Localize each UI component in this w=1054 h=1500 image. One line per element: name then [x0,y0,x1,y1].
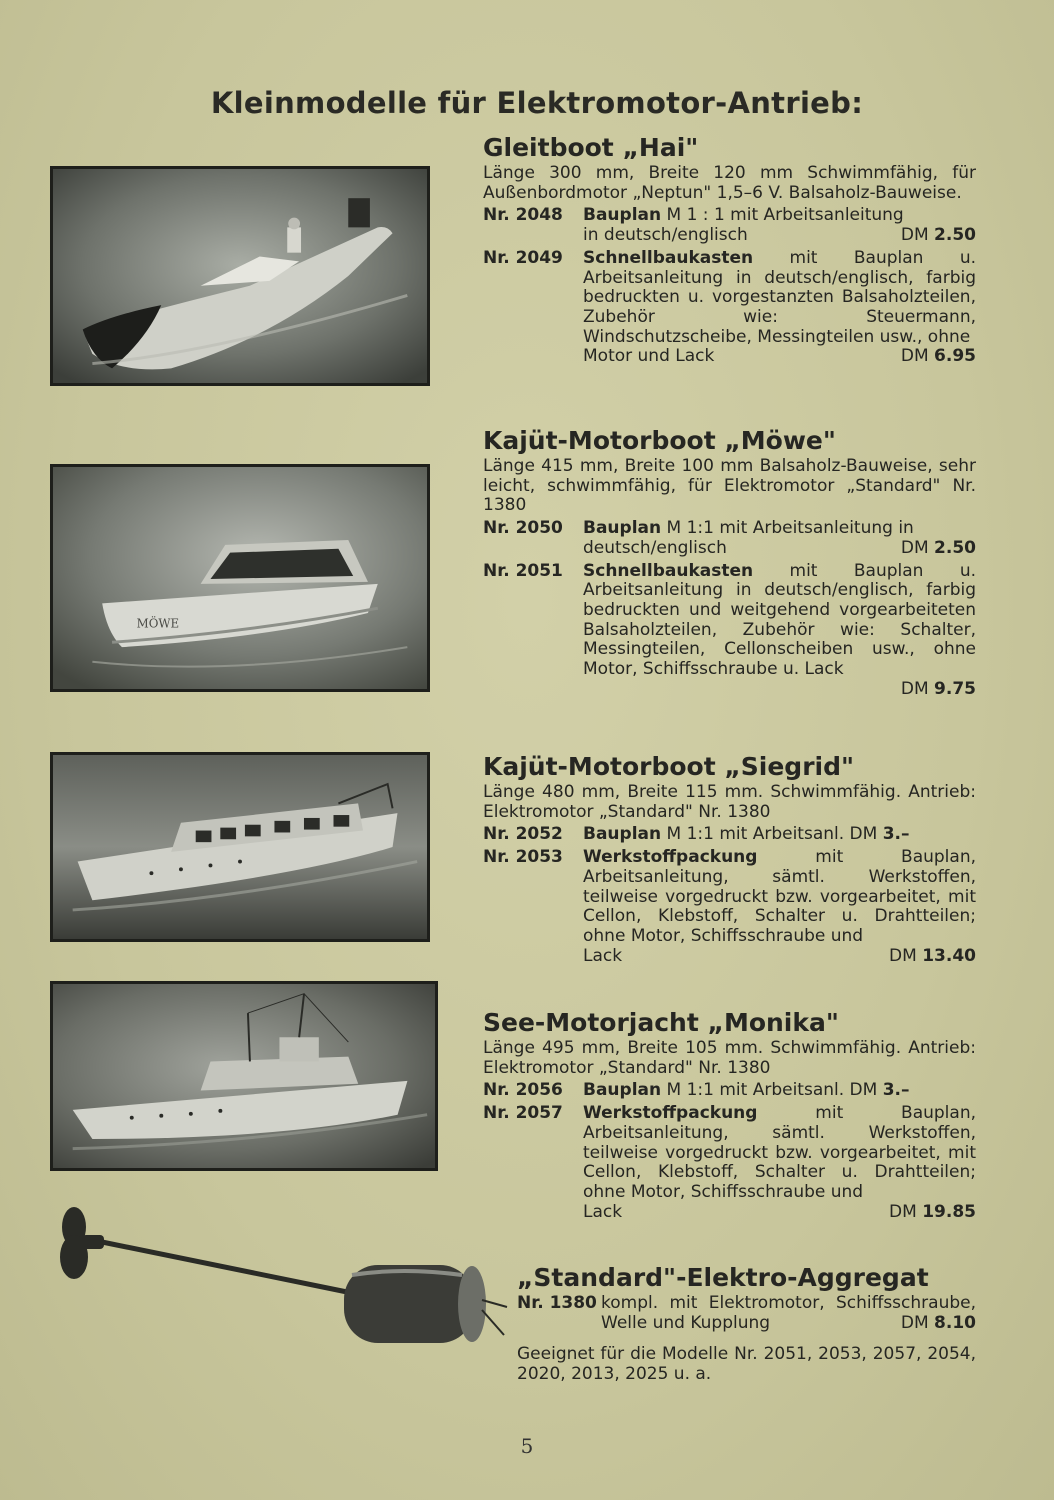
electric-motor-aggregate-image [52,1205,522,1370]
item-text: mit Bauplan, Arbeitsanleitung, sämtl. Werkstoffen, teilweise vorgedruckt bzw. vorgearbeitet, mit Cellon, Klebstoff, Schalter u. Drahtteilen; ohne Motor, Schiffsschraube und [583,847,976,946]
speedboat-photo [50,166,430,386]
item-number: Nr. 2053 [483,847,563,868]
product-description: Länge 480 mm, Breite 115 mm. Schwimmfähig. Antrieb: Elektromotor „Standard" Nr. 1380 [483,782,976,822]
cabin-boat-siegrid-photo [50,752,430,942]
product-moewe [483,426,976,699]
item-price: DM 6.95 [900,346,976,367]
catalog-entry [483,206,976,245]
item-number: Nr. 2050 [483,518,563,539]
product-description: Länge 495 mm, Breite 105 mm. Schwimmfähig. Antrieb: Elektromotor „Standard" Nr. 1380 [483,1038,976,1078]
motor-yacht-monika-photo [50,981,438,1171]
item-number: Nr. 2057 [483,1103,563,1124]
catalog-entry [483,562,976,700]
product-siegrid [483,752,976,966]
item-title: Schnellbaukasten [583,247,754,268]
product-monika [483,1008,976,1222]
product-description: Länge 415 mm, Breite 100 mm Balsaholz-Bauweise, sehr leicht, schwimmfähig, für Elektromotor „Standard" Nr. 1380 [483,456,976,516]
item-text-end: Lack [583,1201,623,1222]
item-price: 3.– [882,1080,910,1101]
page-number: 5 [520,1434,534,1458]
item-price: DM 2.50 [900,225,976,246]
item-title: Schnellbaukasten [583,560,754,581]
product-title: Gleitboot „Hai" [483,133,699,162]
catalog-entry [483,519,976,558]
product-description: Länge 300 mm, Breite 120 mm Schwimmfähig, für Außenbordmotor „Neptun" 1,5–6 V. Balsaholz-Bauweise. [483,163,976,203]
product-aggregate [517,1263,976,1385]
item-text-end: in deutsch/englisch [583,225,748,246]
boat-name-label: MÖWE [136,616,180,631]
item-text: M 1 : 1 mit Arbeitsanleitung [666,205,904,226]
item-text-end: Lack [583,945,623,966]
product-title: Kajüt-Motorboot „Siegrid" [483,752,855,781]
item-text: M 1:1 mit Arbeitsanleitung in [666,518,914,539]
item-title: Bauplan [583,1080,662,1101]
catalog-entry [483,1081,976,1101]
product-hai [483,133,976,367]
compatibility-note: Geeignet für die Modelle Nr. 2051, 2053, 2057, 2054, 2020, 2013, 2025 u. a. [517,1344,976,1385]
item-text-end: deutsch/englisch [583,537,727,558]
page-title: Kleinmodelle für Elektromotor-Antrieb: [210,86,864,120]
product-title: See-Motorjacht „Monika" [483,1008,839,1037]
catalog-entry [483,825,976,845]
item-price: DM 2.50 [900,537,976,558]
item-text: M 1:1 mit Arbeitsanl. DM [666,824,878,845]
item-price: DM 8.10 [900,1312,976,1333]
item-text: mit Bauplan, Arbeitsanleitung, sämtl. Werkstoffen, teilweise vorgedruckt bzw. vorgearbeitet, mit Cellon, Klebstoff, Schalter u. Drahtteilen; ohne Motor, Schiffsschraube und [583,1103,976,1202]
cabin-boat-moewe-photo [50,464,430,692]
item-number: Nr. 2049 [483,247,563,268]
item-price: DM 19.85 [889,1201,976,1222]
catalog-entry [483,249,976,367]
item-title: Bauplan [583,824,662,845]
item-title: Werkstoffpackung [583,1103,758,1124]
item-number: Nr. 1380 [517,1293,597,1313]
item-text: M 1:1 mit Arbeitsanl. DM [666,1080,878,1101]
item-title: Bauplan [583,518,662,539]
catalog-entry [483,848,976,966]
item-price: DM 9.75 [900,678,976,699]
item-title: Werkstoffpackung [583,847,758,868]
catalog-entry [517,1294,976,1333]
item-number: Nr. 2051 [483,560,563,581]
item-title: Bauplan [583,205,662,226]
product-title: Kajüt-Motorboot „Möwe" [483,426,836,455]
item-text: mit Bauplan u. Arbeitsanleitung in deutsch/englisch, farbig bedruckten und weitgehend vorgearbeiteten Balsaholzteilen, Zubehör wie: Schalter, Messingteilen, Cellonscheiben usw., ohne Motor, Schiffsschraube u. Lack [583,560,977,680]
item-number: Nr. 2052 [483,824,563,845]
item-text: kompl. mit Elektromotor, Schiffsschraube, Welle und Kupplung [601,1293,976,1333]
item-text-end: Motor und Lack [583,346,715,367]
item-price: DM 13.40 [889,945,976,966]
item-number: Nr. 2056 [483,1080,563,1101]
catalog-entry [483,1104,976,1222]
product-title: „Standard"-Elektro-Aggregat [517,1263,929,1292]
item-number: Nr. 2048 [483,205,563,226]
item-price: 3.– [882,824,910,845]
item-text: mit Bauplan u. Arbeitsanleitung in deutsch/englisch, farbig bedruckten u. vorgestanzten Balsaholzteilen, Zubehör wie: Steuermann, Windschutzscheibe, Messingteilen usw., ohne [583,247,977,347]
